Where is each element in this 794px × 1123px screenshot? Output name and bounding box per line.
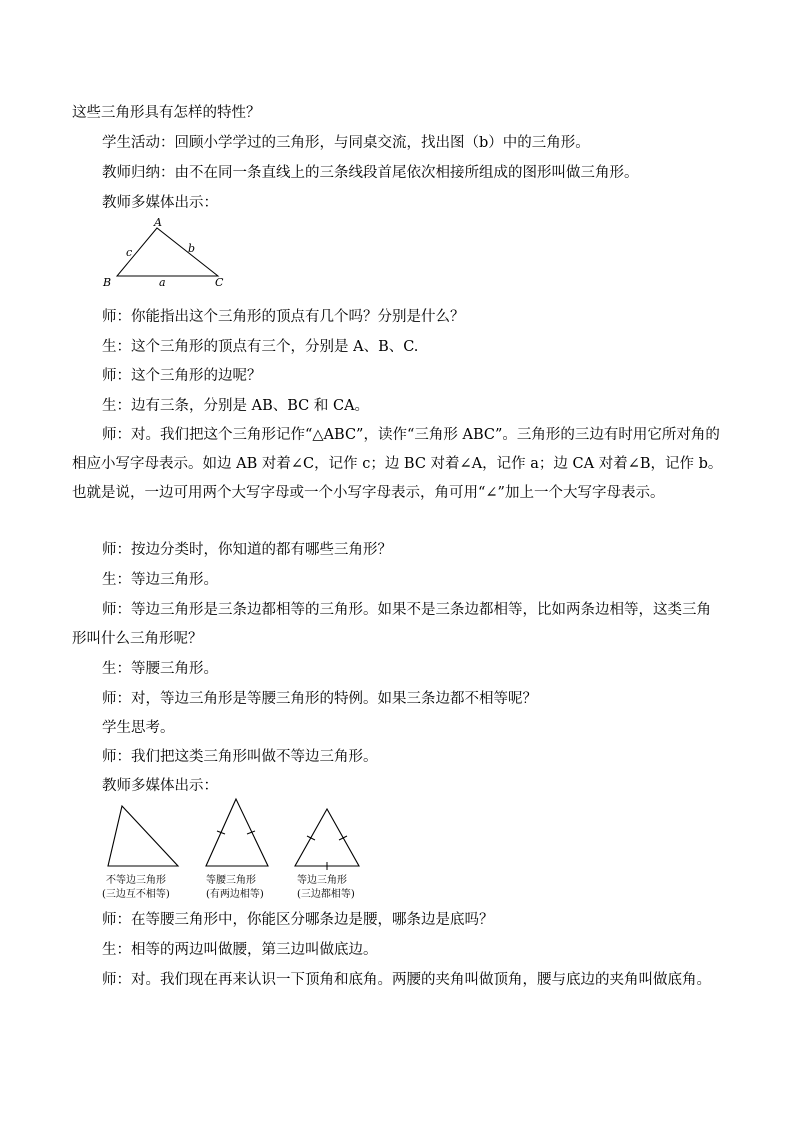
- paragraph: 师：对，等边三角形是等腰三角形的特例。如果三条边都不相等呢？: [102, 691, 537, 707]
- scalene-caption-note: (三边互不相等): [102, 889, 170, 900]
- paragraph: 教师归纳：由不在同一条直线上的三条线段首尾依次相接所组成的图形叫做三角形。: [102, 165, 639, 181]
- equilateral-caption-note: (三边都相等): [297, 889, 355, 900]
- paragraph: 生：等腰三角形。: [102, 661, 218, 677]
- paragraph: 师：对。我们把这个三角形记作“△ABC”，读作“三角形 ABC”。三角形的三边有时用它所对角的相应小写字母表示。如边 AB 对着∠C，记作 c；边 BC 对着∠A，记作 a；边 CA 对着∠B，记作 b。也就是说，一边可用两个大写字母或一个小写字母表示，角可用“∠”加上一个大写字母表示。: [72, 427, 723, 501]
- paragraph: 师：这个三角形的边呢？: [102, 368, 262, 384]
- triangle-abc-figure: [100, 218, 230, 292]
- paragraph: 生：边有三条，分别是 AB、BC 和 CA。: [102, 398, 370, 414]
- paragraph: 生：等边三角形。: [102, 572, 218, 588]
- scalene-triangle-shape: [108, 806, 178, 866]
- paragraph: 这些三角形具有怎样的特性？: [72, 105, 261, 121]
- equilateral-triangle-shape: [295, 809, 359, 866]
- paragraph: 师：你能指出这个三角形的顶点有几个吗？分别是什么？: [102, 309, 465, 325]
- equilateral-caption: 等边三角形: [297, 875, 347, 886]
- isosceles-triangle-shape: [206, 799, 268, 866]
- vertex-label-c: C: [215, 276, 224, 289]
- paragraph: 教师多媒体出示：: [102, 195, 218, 211]
- paragraph: 师：在等腰三角形中，你能区分哪条边是腰，哪条边是底吗？: [102, 912, 494, 928]
- side-label-c: c: [126, 246, 133, 259]
- triangle-types-figure: [100, 796, 375, 904]
- isosceles-caption: 等腰三角形: [206, 875, 256, 886]
- side-label-a: a: [159, 276, 166, 289]
- side-label-b: b: [188, 242, 196, 255]
- paragraph: 师：等边三角形是三条边都相等的三角形。如果不是三条边都相等，比如两条边相等，这类三角形叫什么三角形呢？: [72, 602, 711, 647]
- paragraph: 教师多媒体出示：: [102, 778, 218, 794]
- isosceles-caption-note: (有两边相等): [206, 889, 264, 900]
- scalene-caption: 不等边三角形: [106, 875, 166, 886]
- vertex-label-a: A: [154, 216, 162, 229]
- paragraph: 学生思考。: [102, 720, 175, 736]
- paragraph: 师：我们把这类三角形叫做不等边三角形。: [102, 749, 378, 765]
- paragraph: 生：相等的两边叫做腰，第三边叫做底边。: [102, 942, 378, 958]
- paragraph: 生：这个三角形的顶点有三个，分别是 A、B、C.: [102, 339, 419, 355]
- paragraph: 学生活动：回顾小学学过的三角形，与同桌交流，找出图（b）中的三角形。: [102, 135, 590, 151]
- paragraph: 师：按边分类时，你知道的都有哪些三角形？: [102, 542, 392, 558]
- paragraph: 师：对。我们现在再来认识一下顶角和底角。两腰的夹角叫做顶角，腰与底边的夹角叫做底角。: [102, 972, 711, 988]
- vertex-label-b: B: [103, 276, 112, 289]
